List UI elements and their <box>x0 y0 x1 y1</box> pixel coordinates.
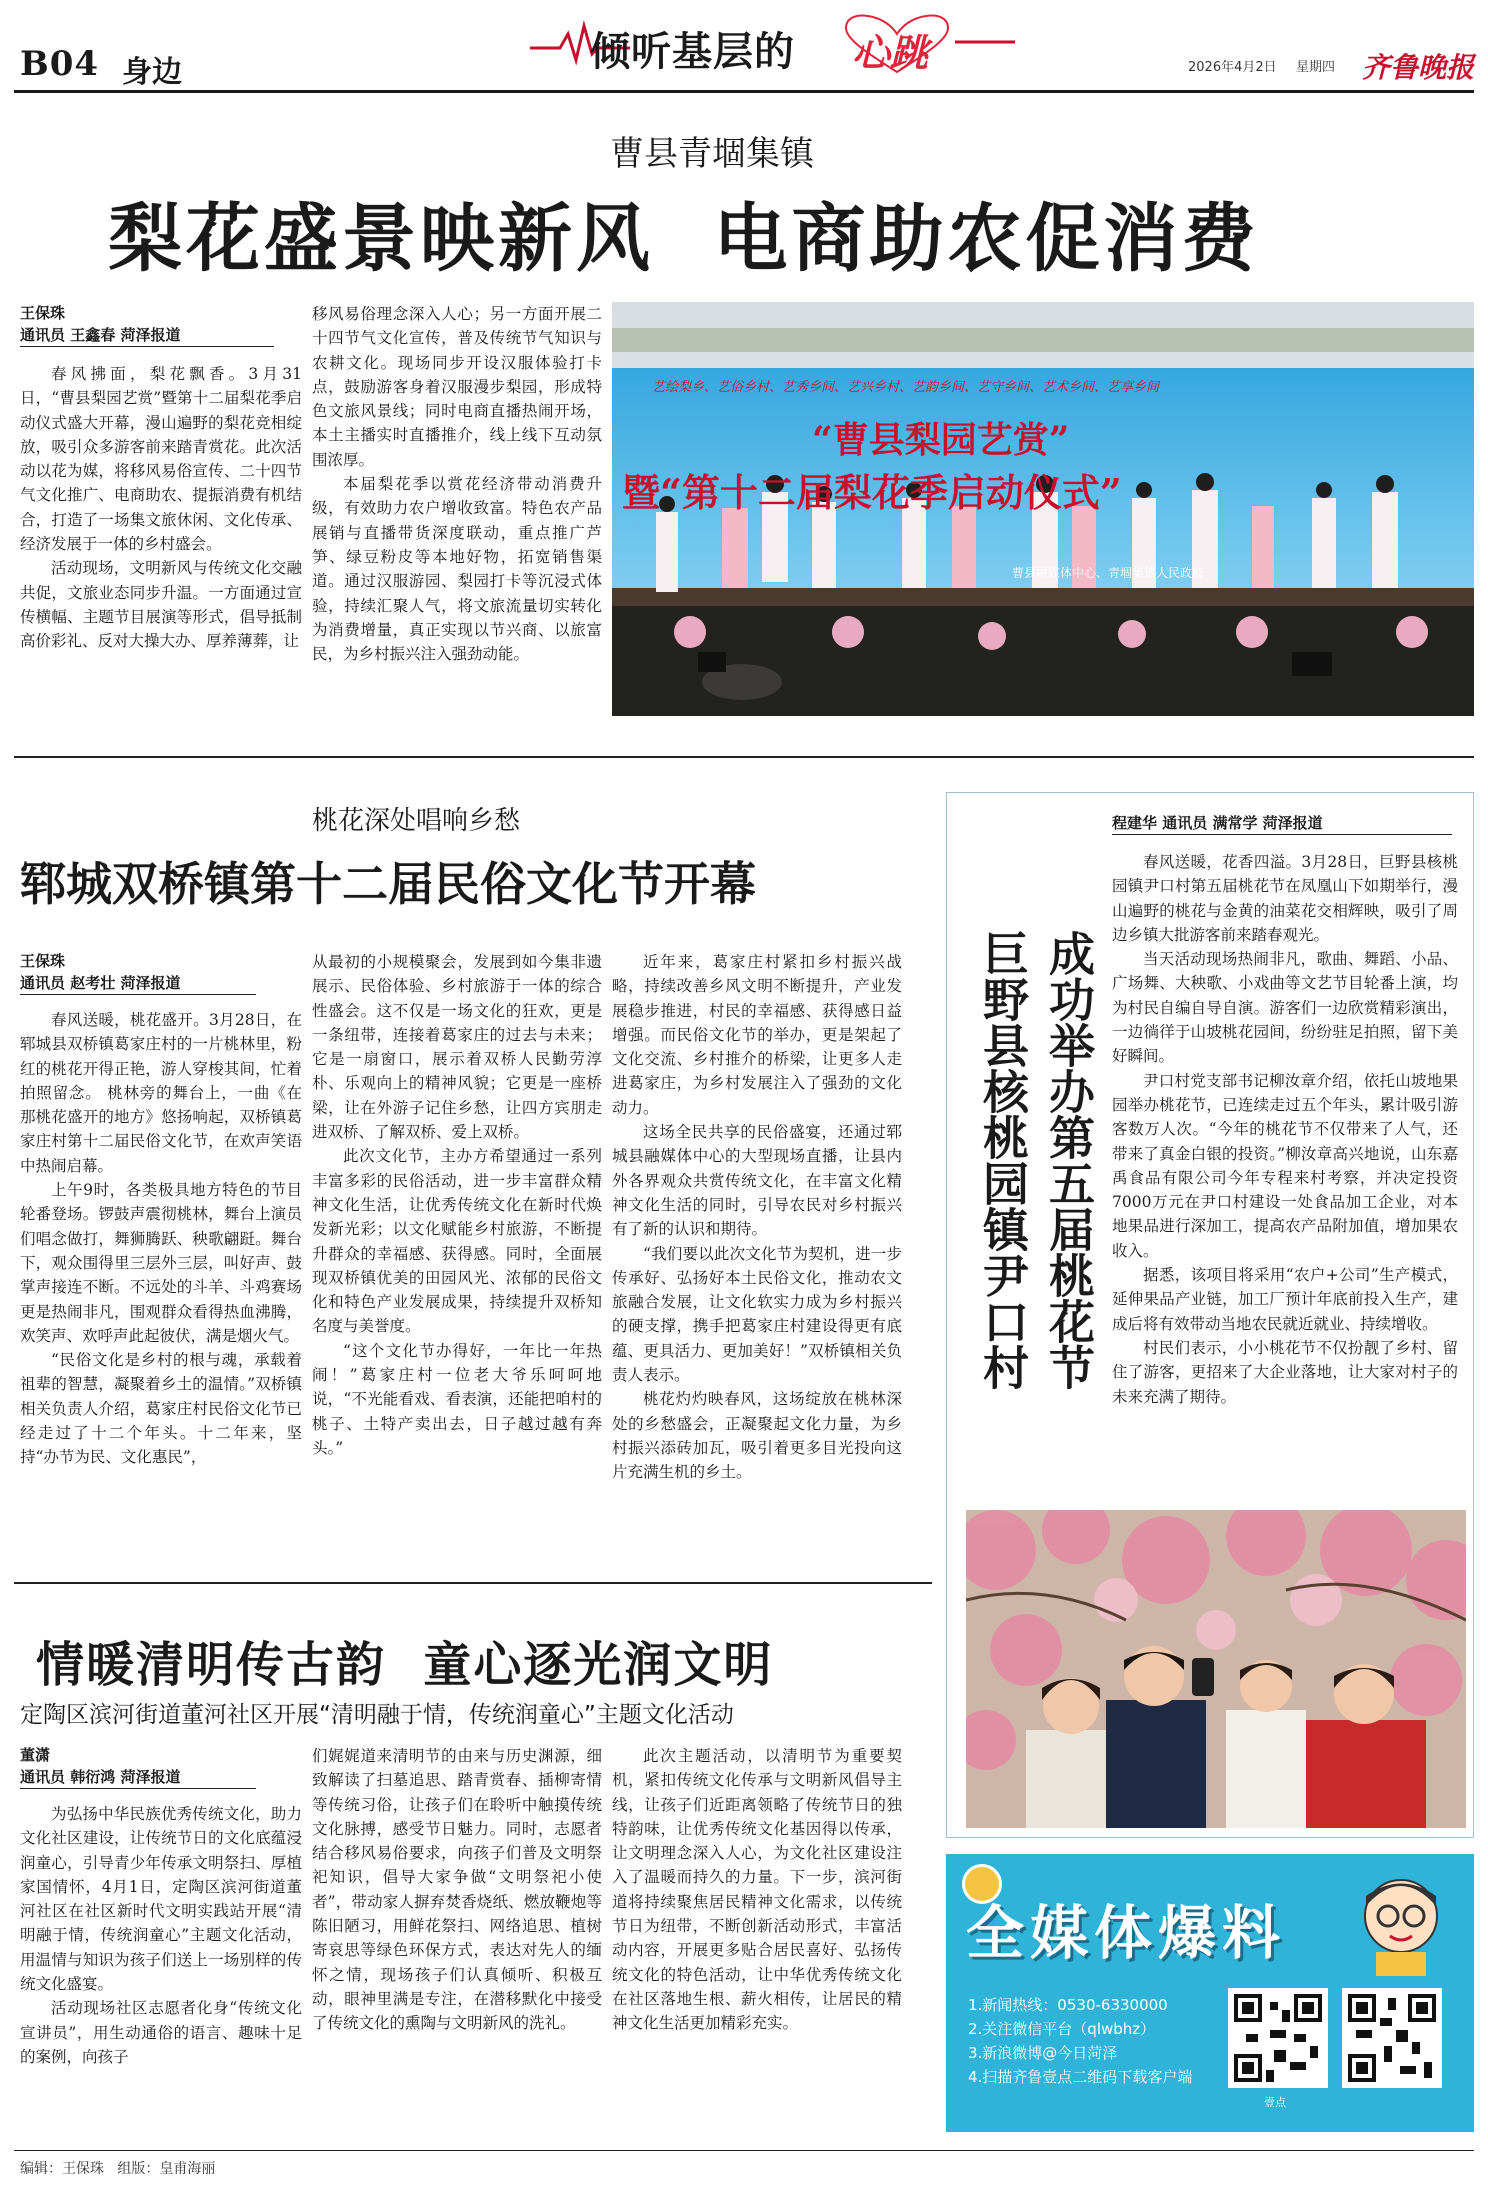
section-name: 身边 <box>122 55 182 90</box>
story1-photo-banner-top: 艺绘梨乡、艺俗乡村、艺秀乡间、艺兴乡村、艺韵乡间、艺守乡间、艺术乡间、艺享乡间 <box>652 380 1160 395</box>
ad-qr-caption: 壹点 <box>1264 2096 1286 2109</box>
story1-col1-p1: 春风拂面，梨花飘香。3月31日，“曹县梨园艺赏”暨第十二届梨花季启动仪式盛大开幕，漫山遍野的梨花竞相绽放，吸引众多游客前来踏青赏花。此次活动以花为媒，将移风易俗宣传、二十四节气文化推广、电商助农、提振消费有机结合，打造了一场集文旅休闲、文化传承、经济发展于一体的乡村盛会。 <box>20 365 302 554</box>
ad-mascot-icon <box>1346 1866 1456 1976</box>
story4-reporter: 董潇 <box>20 1746 51 1764</box>
story4-col1-p2: 活动现场社区志愿者化身“传统文化宣讲员”，用生动通俗的语言、趣味十足的案例，向孩子 <box>20 1999 302 2066</box>
ad-line-2: 2.关注微信平台（qlwbhz） <box>968 2020 1156 2038</box>
masthead-rule <box>14 90 1474 93</box>
story1-photo-banner-main2: 暨“第十二届梨花季启动仪式” <box>622 470 1122 515</box>
story3-headline-vertical2: 巨野县核桃园镇尹口村 <box>976 930 1030 1390</box>
footer-rule <box>14 2150 1474 2151</box>
story3-body <box>1112 850 1458 1490</box>
ad-title: 全媒体爆料 <box>966 1899 1287 1967</box>
story2-col3 <box>612 950 902 1566</box>
story4-col2-p1: 们娓娓道来清明节的由来与历史渊源，细致解读了扫墓追思、踏青赏春、插柳寄情等传统习俗，让孩子们在聆听中触摸传统文化脉搏，感受节日魅力。同时，志愿者结合移风易俗要求，向孩子们普及文明祭祀知识，倡导大家争做“文明祭祀小使者”，带动家人摒弃焚香烧纸、燃放鞭炮等陈旧陋习，用鲜花祭扫、网络追思、植树寄哀思等绿色环保方式，表达对先人的缅怀之情，现场孩子们认真倾听、积极互动，眼神里满是专注，在潜移默化中接受了传统文化的熏陶与文明新风的洗礼。 <box>312 1747 602 2033</box>
story1-byline <box>20 302 274 347</box>
story1-photo-banner-main1: “曹县梨园艺赏” <box>812 419 1070 461</box>
story4-col1 <box>20 1802 302 2128</box>
story2-col1-p2: 上午9时，各类极具地方特色的节目轮番登场。锣鼓声震彻桃林，舞台上演员们唱念做打，舞狮腾跃、秧歌翩跹。舞台下，观众围得里三层外三层，叫好声、鼓掌声接连不断。不远处的斗羊、斗鸡赛场更是热闹非凡，围观群众看得热血沸腾，欢笑声、欢呼声此起彼伏，满是烟火气。 <box>20 1181 302 1345</box>
story2-col1-p1: 春风送暖，桃花盛开。3月28日，在郓城县双桥镇葛家庄村的一片桃林里，粉红的桃花开得正艳，游人穿梭其间，忙着拍照留念。 桃林旁的舞台上，一曲《在那桃花盛开的地方》悠扬响起，双桥镇葛家庄村第十二届民俗文化节，在欢声笑语中热闹启幕。 <box>20 1011 302 1175</box>
story2-bottom-rule <box>14 1582 932 1584</box>
story4-correspondent: 通讯员 韩衍鸿 菏泽报道 <box>20 1766 256 1789</box>
story1-headline: 梨花盛景映新风 电商助农促消费 <box>108 196 1260 282</box>
story3-body-p5: 村民们表示，小小桃花节不仅扮靓了乡村、留住了游客，更招来了大企业落地，让大家对村子的未来充满了期待。 <box>1112 1338 1458 1406</box>
story2-col2-p2: 此次文化节，主办方希望通过一系列丰富多彩的民俗活动，进一步丰富群众精神文化生活，让优秀传统文化在新时代焕发新光彩；以文化赋能乡村旅游，不断提升群众的幸福感、获得感。同时，全面展现双桥镇优美的田园风光、浓郁的民俗文化和特色产业发展成果，持续提升双桥知名度与美誉度。 <box>312 1147 602 1336</box>
banner-title: 倾听基层的 <box>590 29 795 75</box>
story1-bottom-rule <box>14 756 1474 758</box>
story1-col1-p2: 活动现场，文明新风与传统文化交融共促，文旅业态同步升温。一方面通过宣传横幅、主题节目展演等形式，倡导抵制高价彩礼、反对大操大办、厚养薄葬，让 <box>20 559 302 651</box>
story2-correspondent: 通讯员 赵考壮 菏泽报道 <box>20 972 256 995</box>
story4-byline <box>20 1744 256 1789</box>
issue-date: 2026年4月2日 <box>1188 60 1277 75</box>
ad-line-3: 3.新浪微博@今日菏泽 <box>968 2044 1118 2062</box>
story1-photo-banner-bottom: 曹县融媒体中心、青堌集镇人民政府 <box>1012 566 1205 580</box>
story3-body-p1: 春风送暖，花香四溢。3月28日，巨野县核桃园镇尹口村第五届桃花节在凤凰山下如期举行，漫山遍野的桃花与金黄的油菜花交相辉映，吸引了周边乡镇大批游客前来踏春观光。 <box>1112 853 1458 944</box>
page-code: B04 <box>20 44 100 84</box>
story2-kicker: 桃花深处唱响乡愁 <box>312 806 521 836</box>
story2-col1 <box>20 1008 302 1566</box>
story3-body-p4: 据悉，该项目将采用“农户+公司”生产模式，延伸果品产业链，加工厂预计年底前投入生产，建成后将有效带动当地农民就近就业、持续增收。 <box>1112 1266 1458 1333</box>
story4-col3-p1: 此次主题活动，以清明节为重要契机，紧扣传统文化传承与文明新风倡导主线，让孩子们近距离领略了传统节日的独特韵味，让优秀传统文化基因得以传承，让文明理念深入人心，为文化社区建设注入了温暖而持久的力量。下一步，滨河街道将持续聚焦居民精神文化需求，以传统节日为纽带，不断创新活动形式，丰富活动内容，开展更多贴合居民喜好、弘扬传统文化的特色活动，让中华优秀传统文化在社区落地生根、薪火相传，让居民的精神文化生活更加精彩充实。 <box>612 1747 902 2033</box>
story1-reporter: 王保珠 <box>20 304 66 322</box>
story4-headline: 情暖清明传古韵 童心逐光润文明 <box>36 1637 774 1693</box>
story1-correspondent: 通讯员 王鑫春 菏泽报道 <box>20 324 274 347</box>
story2-col3-p2: 这场全民共享的民俗盛宴，还通过郓城县融媒体中心的大型现场直播，让县内外各界观众共赏传统文化，在丰富文化精神文化生活的同时，引导农民对乡村振兴有了新的认识和期待。 <box>612 1123 902 1239</box>
story1-col2-p1: 移风易俗理念深入人心；另一方面开展二十四节气文化宣传，普及传统节气知识与农耕文化。现场同步开设汉服体验打卡点，鼓励游客身着汉服漫步梨园，形成特色文旅风景线；同时电商直播热闹开场，本土主播实时直播推介，线上线下互动氛围浓厚。 <box>312 305 602 469</box>
ad-line-4: 4.扫描齐鲁壹点二维码下载客户端 <box>968 2068 1193 2086</box>
story1-kicker: 曹县青堌集镇 <box>610 134 814 174</box>
ad-qr-code-1-icon[interactable] <box>1228 1988 1328 2088</box>
footer-credits: 编辑：王保珠 组版：皇甫海丽 <box>20 2161 216 2177</box>
issue-weekday: 星期四 <box>1296 60 1336 75</box>
news-tip-ad <box>946 1854 1474 2132</box>
story2-col1-p3: “民俗文化是乡村的根与魂，承载着祖辈的智慧，凝聚着乡土的温情。”双桥镇相关负责人介绍，葛家庄村民俗文化节已经走过了十二个年头。十二年来，坚持“办节为民、文化惠民”， <box>20 1351 302 1467</box>
banner-heart-text: 心跳 <box>852 31 929 75</box>
story2-col2 <box>312 950 602 1566</box>
ad-line-1: 1.新闻热线：0530-6330000 <box>968 1996 1168 2014</box>
story2-headline: 郓城双桥镇第十二届民俗文化节开幕 <box>20 857 756 911</box>
story2-col2-p1: 从最初的小规模聚会，发展到如今集非遗展示、民俗体验、乡村旅游于一体的综合性盛会。这不仅是一场文化的狂欢，更是一条纽带，连接着葛家庄的过去与未来；它是一扇窗口，展示着双桥人民勤劳淳朴、乐观向上的精神风貌；它更是一座桥梁，让在外游子记住乡愁，让四方宾朋走进双桥、了解双桥、爱上双桥。 <box>312 953 602 1142</box>
masthead <box>0 0 1488 90</box>
story4-subhead: 定陶区滨河街道董河社区开展“清明融于情，传统润童心”主题文化活动 <box>20 1702 734 1728</box>
story2-col3-p1: 近年来，葛家庄村紧扣乡村振兴战略，持续改善乡风文明不断提升，产业发展稳步推进，村民的幸福感、获得感日益增强。而民俗文化节的举办，更是架起了文化交流、乡村推介的桥梁，让更多人走进葛家庄，为乡村发展注入了强劲的文化动力。 <box>612 953 902 1117</box>
story3-headline-vertical1: 成功举办第五届桃花节 <box>1042 930 1096 1390</box>
story3-body-p3: 尹口村党支部书记柳汝章介绍，依托山坡地果园举办桃花节，已连续走过五个年头，累计吸引游客数万人次。“今年的桃花节不仅带来了人气，还带来了真金白银的投资。”柳汝章高兴地说，山东嘉禹食品有限公司今年专程来村考察，并决定投资7000万元在尹口村建设一处食品加工企业，对本地果品进行深加工，提高农产品附加值，增加果农收入。 <box>1112 1071 1458 1260</box>
heartbeat-line-right-icon <box>955 30 1015 50</box>
story3-body-p2: 当天活动现场热闹非凡，歌曲、舞蹈、小品、广场舞、大秧歌、小戏曲等文艺节目轮番上演，均为村民自编自导自演。游客们一边欣赏精彩演出，一边徜徉于山坡桃花园间，纷纷驻足拍照，留下美好瞬间。 <box>1112 950 1458 1066</box>
story1-col1 <box>20 362 302 724</box>
story2-col3-p4: 桃花灼灼映春风，这场绽放在桃林深处的乡愁盛会，正凝聚起文化力量，为乡村振兴添砖加瓦，吸引着更多目光投向这片充满生机的乡土。 <box>612 1390 902 1482</box>
story2-col2-p3: “这个文化节办得好，一年比一年热闹！”葛家庄村一位老大爷乐呵呵地说，“不光能看戏、看表演，还能把咱村的桃子、土特产卖出去，日子越过越有奔头。” <box>312 1341 602 1457</box>
story3-photo <box>966 1510 1466 1828</box>
story4-col2 <box>312 1744 602 2128</box>
story1-col2 <box>312 302 602 724</box>
story4-col3 <box>612 1744 902 2128</box>
story4-col1-p1: 为弘扬中华民族优秀传统文化，助力文化社区建设，让传统节日的文化底蕴浸润童心，引导青少年传承文明祭扫、厚植家国情怀，4月1日，定陶区滨河街道董河社区在社区新时代文明实践站开展“清明融于情，传统润童心”主题文化活动，用温情与知识为孩子们送上一场别样的传统文化盛宴。 <box>20 1805 302 1994</box>
paper-logo: 齐鲁晚报 <box>1362 51 1475 84</box>
story1-col2-p2: 本届梨花季以赏花经济带动消费升级，有效助力农户增收致富。特色农产品展销与直播带货深度联动，重点推广芦笋、绿豆粉皮等本地好物，拓宽销售渠道。通过汉服游园、梨园打卡等沉浸式体验，持续汇聚人气，将文旅流量切实转化为消费增量，真正实现以节兴商、以旅富民，为乡村振兴注入强劲动能。 <box>312 475 602 664</box>
ad-qr-code-2-icon[interactable] <box>1342 1988 1442 2088</box>
story1-photo <box>612 302 1474 716</box>
story3-byline: 程建华 通讯员 满常学 菏泽报道 <box>1112 812 1452 835</box>
story2-col3-p3: “我们要以此次文化节为契机，进一步传承好、弘扬好本土民俗文化，推动农文旅融合发展，让文化软实力成为乡村振兴的硬支撑，携手把葛家庄村建设得更有底蕴、更具活力、更加美好！”双桥镇相关负责人表示。 <box>612 1244 902 1385</box>
story2-reporter: 王保珠 <box>20 952 66 970</box>
story2-byline <box>20 950 256 995</box>
